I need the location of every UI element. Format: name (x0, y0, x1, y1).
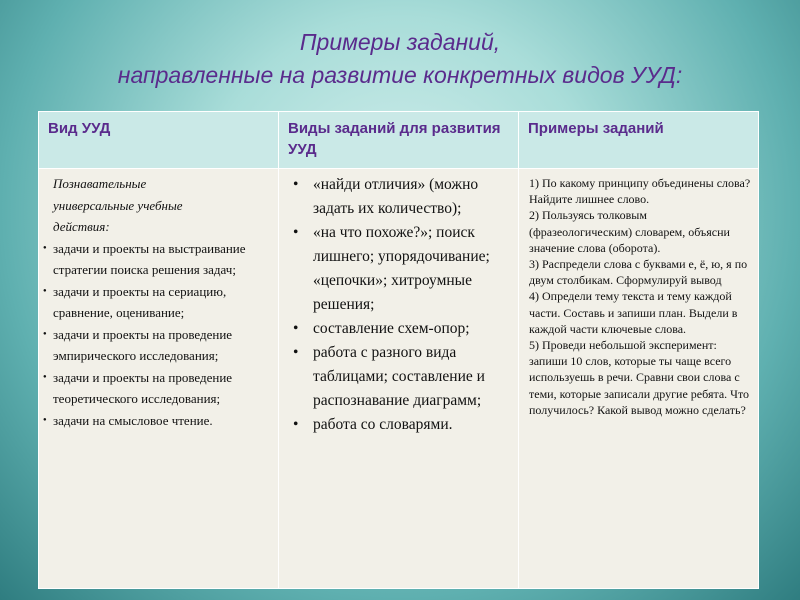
header-task-examples: Примеры заданий (519, 112, 759, 169)
task-types-list (285, 173, 512, 437)
title-line-2: направленные на развитие конкретных видов УУД: (117, 62, 683, 88)
list-item: ● задачи и проекты на проведение эмпирического исследования; (45, 324, 272, 367)
table-header-row (39, 112, 759, 169)
cell-task-examples (519, 169, 759, 589)
header-uud-type: Вид УУД (39, 112, 279, 169)
slide-title (0, 26, 800, 92)
header-task-types: Виды заданий для развития УУД (279, 112, 519, 169)
example-item: 5) Проведи небольшой эксперимент: запиши 10 слов, которые ты чаще всего используешь в речи. Сравни свои слова с теми, которые записали другие ребята. Что получилось? Какой вывод можно сделать? (529, 338, 750, 417)
title-line-1: Примеры заданий, (299, 29, 501, 55)
list-item: ● задачи и проекты на сериацию, сравнение, оценивание; (45, 281, 272, 324)
list-item: ● задачи и проекты на выстраивание стратегии поиска решения задач; (45, 238, 272, 281)
list-item: • работа с разного вида таблицами; составление и распознавание диаграмм; (285, 341, 512, 413)
cell-task-types (279, 169, 519, 589)
cell-uud-type (39, 169, 279, 589)
list-item: • составление схем-опор; (285, 317, 512, 341)
list-item: • работа со словарями. (285, 413, 512, 437)
list-item: ● задачи на смысловое чтение. (45, 410, 272, 432)
list-item: • «на что похоже?»; поиск лишнего; упорядочивание; «цепочки»; хитроумные решения; (285, 221, 512, 317)
example-item: 2) Пользуясь толковым (фразеологическим) словарем, объясни значение слова (оборота). (529, 208, 730, 255)
list-item: • «найди отличия» (можно задать их количество); (285, 173, 512, 221)
example-item: 1) По какому принципу объединены слова? Найдите лишнее слово. (529, 176, 751, 207)
table-row (39, 169, 759, 589)
examples-table (38, 111, 759, 589)
cognitive-uud-heading: Познавательные универсальные учебные действия: (53, 176, 183, 234)
example-item: 3) Распредели слова с буквами е, ё, ю, я по двум столбикам. Сформулируй вывод (529, 257, 748, 288)
example-item: 4) Определи тему текста и тему каждой части. Составь и запиши план. Выдели в каждой части ключевые слова. (529, 289, 738, 336)
list-item: ● задачи и проекты на проведение теоретического исследования; (45, 367, 272, 410)
uud-task-list (45, 238, 272, 432)
